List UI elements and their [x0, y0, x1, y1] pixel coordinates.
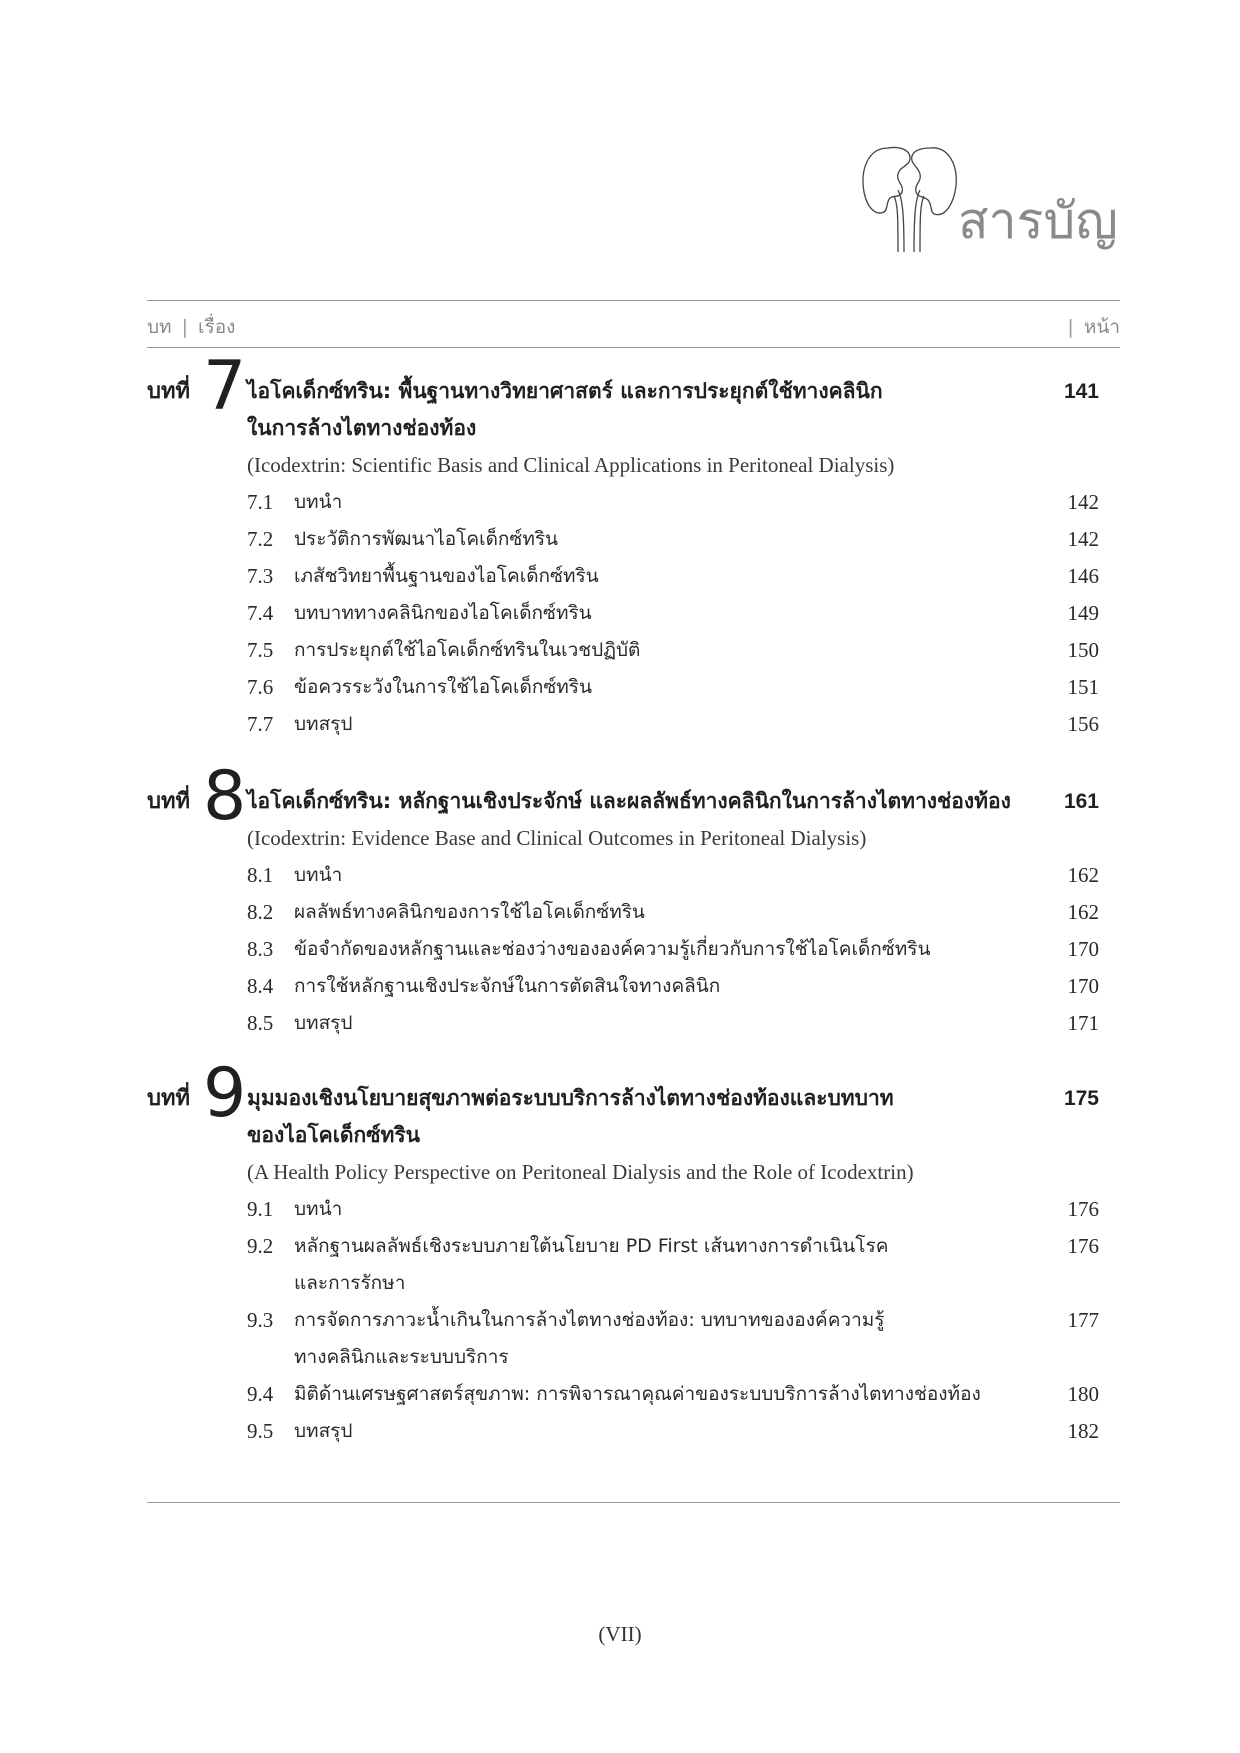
chapter-page-number[interactable]: 161	[1063, 790, 1099, 813]
section-number: 9.1	[247, 1197, 274, 1221]
bottom-rule	[147, 1502, 1120, 1503]
section-title	[294, 931, 1014, 968]
section-title-line: บทนำ	[294, 1198, 343, 1220]
section-number: 8.5	[247, 1011, 274, 1035]
section-title	[294, 1376, 1014, 1413]
chapter-label: บทที่	[147, 379, 190, 404]
section-number: 7.5	[247, 638, 274, 662]
chapter-number: 9	[203, 1054, 247, 1133]
section-title-line: และการรักษา	[294, 1272, 406, 1294]
section-title	[294, 558, 1014, 595]
section-number: 8.3	[247, 937, 274, 961]
section-page-number: 146	[1067, 564, 1099, 588]
section-page-number: 170	[1067, 974, 1099, 998]
section-page-number: 176	[1067, 1234, 1099, 1258]
chapter-page-number[interactable]: 141	[1063, 380, 1099, 403]
chapter-title-line: ไอโคเด็กซ์ทริน: พื้นฐานทางวิทยาศาสตร์ และการประยุกต์ใช้ทางคลินิก	[247, 379, 883, 403]
section-title	[294, 1302, 1014, 1376]
top-rule	[147, 300, 1120, 301]
section-number: 8.4	[247, 974, 274, 998]
section-page-number: 151	[1067, 675, 1099, 699]
section-page-number: 142	[1067, 490, 1099, 514]
section-title-line: การจัดการภาวะน้ำเกินในการล้างไตทางช่องท้อง: บทบาทขององค์ความรู้	[294, 1309, 885, 1331]
chapter-label: บทที่	[147, 1086, 190, 1111]
section-title	[294, 894, 1014, 931]
section-title	[294, 857, 1014, 894]
section-number: 7.7	[247, 712, 274, 736]
page-number: (VII)	[598, 1622, 642, 1646]
section-page-number: 171	[1067, 1011, 1099, 1035]
column-header-left	[147, 312, 235, 342]
section-title	[294, 1413, 1014, 1450]
section-number: 9.3	[247, 1308, 274, 1332]
section-number: 9.4	[247, 1382, 274, 1406]
section-title-line: บทสรุป	[294, 1420, 353, 1442]
section-page-number: 177	[1067, 1308, 1099, 1332]
chapter-english-title: (Icodextrin: Scientific Basis and Clinical Applications in Peritoneal Dialysis)	[247, 453, 895, 477]
section-title	[294, 595, 1014, 632]
chapter-label: บทที่	[147, 789, 190, 814]
column-separator: |	[1067, 316, 1074, 338]
chapter-title[interactable]	[247, 783, 1047, 820]
section-title	[294, 484, 1014, 521]
section-title-line: เภสัชวิทยาพื้นฐานของไอโคเด็กซ์ทริน	[294, 565, 599, 587]
section-title	[294, 669, 1014, 706]
title-block	[858, 140, 1128, 260]
chapter-number: 7	[203, 347, 247, 426]
chapter-title[interactable]	[247, 373, 1047, 447]
section-page-number: 156	[1067, 712, 1099, 736]
chapter-title-line: มุมมองเชิงนโยบายสุขภาพต่อระบบบริการล้างไตทางช่องท้องและบทบาท	[247, 1086, 894, 1110]
section-page-number: 150	[1067, 638, 1099, 662]
header-rule	[147, 347, 1120, 348]
section-title-line: หลักฐานผลลัพธ์เชิงระบบภายใต้นโยบาย PD First เส้นทางการดำเนินโรค	[294, 1235, 889, 1257]
chapter-title-line: ของไอโคเด็กซ์ทริน	[247, 1123, 420, 1147]
section-page-number: 180	[1067, 1382, 1099, 1406]
section-title-line: การใช้หลักฐานเชิงประจักษ์ในการตัดสินใจทางคลินิก	[294, 975, 721, 997]
section-number: 7.3	[247, 564, 274, 588]
chapter-title-line: ในการล้างไตทางช่องท้อง	[247, 416, 477, 440]
section-title-line: ข้อควรระวังในการใช้ไอโคเด็กซ์ทริน	[294, 676, 592, 698]
column-separator: |	[181, 316, 188, 338]
section-title-line: ผลลัพธ์ทางคลินิกของการใช้ไอโคเด็กซ์ทริน	[294, 901, 645, 923]
section-title-line: บทนำ	[294, 864, 343, 886]
chapter-page-number[interactable]: 175	[1063, 1087, 1099, 1110]
section-page-number: 149	[1067, 601, 1099, 625]
section-title	[294, 706, 1014, 743]
section-page-number: 142	[1067, 527, 1099, 551]
section-title-line: บทสรุป	[294, 1012, 353, 1034]
section-page-number: 182	[1067, 1419, 1099, 1443]
section-number: 7.6	[247, 675, 274, 699]
section-title	[294, 632, 1014, 669]
section-title-line: การประยุกต์ใช้ไอโคเด็กซ์ทรินในเวชปฏิบัติ	[294, 639, 641, 661]
section-page-number: 170	[1067, 937, 1099, 961]
section-title-line: ทางคลินิกและระบบบริการ	[294, 1346, 509, 1368]
section-title-line: ข้อจำกัดของหลักฐานและช่องว่างขององค์ความรู้เกี่ยวกับการใช้ไอโคเด็กซ์ทริน	[294, 938, 931, 960]
column-header-page: หน้า	[1083, 316, 1120, 338]
chapter-number: 8	[203, 757, 247, 836]
section-number: 9.5	[247, 1419, 274, 1443]
page-title: สารบัญ	[958, 192, 1118, 250]
section-number: 7.1	[247, 490, 274, 514]
section-number: 7.4	[247, 601, 274, 625]
section-number: 9.2	[247, 1234, 274, 1258]
section-number: 8.2	[247, 900, 274, 924]
section-page-number: 176	[1067, 1197, 1099, 1221]
chapter-title[interactable]	[247, 1080, 1047, 1154]
column-header-topic: เรื่อง	[198, 316, 236, 338]
section-title	[294, 1191, 1014, 1228]
section-title-line: บทสรุป	[294, 713, 353, 735]
section-title-line: ประวัติการพัฒนาไอโคเด็กซ์ทริน	[294, 528, 559, 550]
chapter-title-line: ไอโคเด็กซ์ทริน: หลักฐานเชิงประจักษ์ และผลลัพธ์ทางคลินิกในการล้างไตทางช่องท้อง	[247, 789, 1011, 813]
section-title-line: บทบาททางคลินิกของไอโคเด็กซ์ทริน	[294, 602, 592, 624]
section-page-number: 162	[1067, 900, 1099, 924]
section-title-line: มิติด้านเศรษฐศาสตร์สุขภาพ: การพิจารณาคุณค่าของระบบบริการล้างไตทางช่องท้อง	[294, 1383, 981, 1405]
section-title	[294, 1005, 1014, 1042]
chapter-english-title: (Icodextrin: Evidence Base and Clinical Outcomes in Peritoneal Dialysis)	[247, 826, 867, 850]
section-number: 7.2	[247, 527, 274, 551]
column-header-right	[1057, 312, 1120, 342]
section-title	[294, 521, 1014, 558]
section-title-line: บทนำ	[294, 491, 343, 513]
chapter-english-title: (A Health Policy Perspective on Peritoneal Dialysis and the Role of Icodextrin)	[247, 1160, 914, 1184]
section-number: 8.1	[247, 863, 274, 887]
section-title	[294, 1228, 1014, 1302]
section-page-number: 162	[1067, 863, 1099, 887]
column-header-chapter: บท	[147, 316, 172, 338]
section-title	[294, 968, 1014, 1005]
